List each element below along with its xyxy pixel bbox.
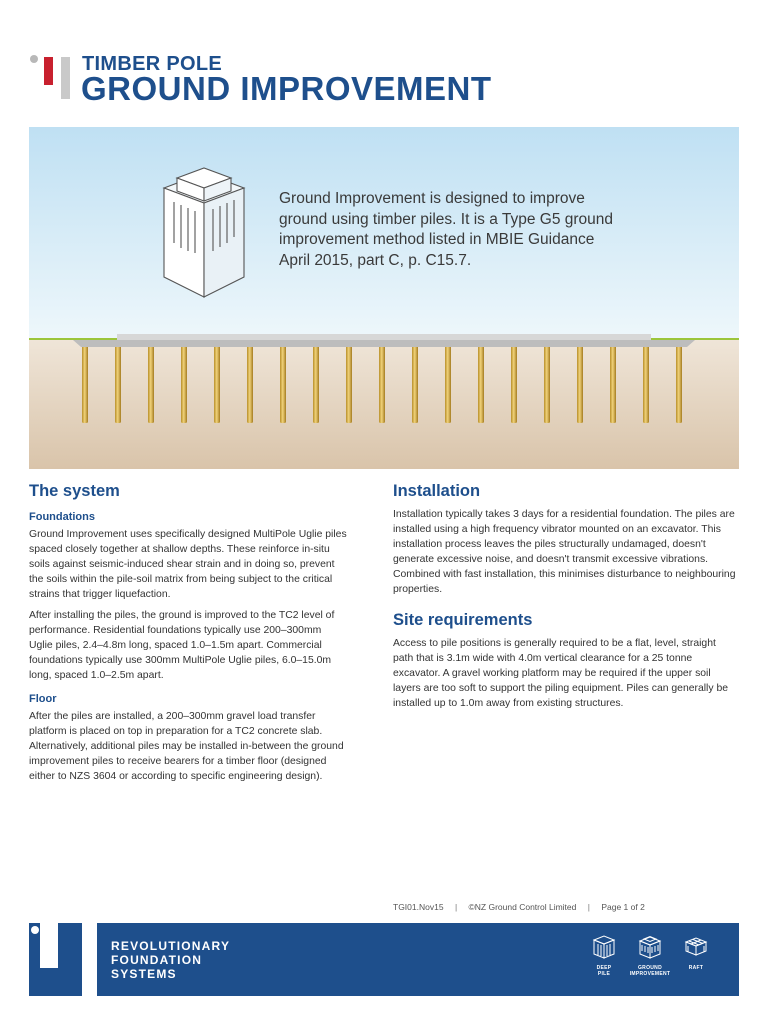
concrete-slab-top	[117, 334, 651, 340]
installation-heading: Installation	[393, 482, 481, 500]
timber-pile	[346, 345, 352, 423]
installation-section	[393, 482, 738, 717]
system-section	[29, 482, 347, 790]
ground-improvement-item	[625, 933, 675, 977]
system-heading: The system	[29, 482, 120, 500]
document-code: TGI01.Nov15	[393, 902, 444, 912]
timber-pile	[82, 345, 88, 423]
timber-pile	[577, 345, 583, 423]
hero-intro-text: Ground Improvement is designed to improve ground using timber piles. It is a Type G5 ground improvement method listed in MBIE Guidance April 2015, part C, p. C15.7.	[279, 190, 614, 269]
document-meta	[393, 902, 645, 912]
page-subtitle: TIMBER POLE	[82, 53, 222, 75]
timber-pile	[214, 345, 220, 423]
hero-scene	[29, 127, 739, 469]
system-label: RAFT	[688, 965, 704, 971]
footer-logo-mark	[29, 923, 82, 996]
deep-pile-icon	[591, 933, 617, 961]
deep-pile-item	[579, 933, 629, 977]
timber-pile	[610, 345, 616, 423]
brand-logo-mark	[30, 55, 70, 100]
system-label: PILE	[597, 971, 611, 977]
foundations-paragraph-2: After installing the piles, the ground is improved to the TC2 level of performance. Residential foundations typically use 200–300mm Uglie piles, 2.4–4.8m long, spaced 1.0–1.5m apart. Commercial foundations typically use 300mm MultiPole Uglie piles, 6.0–15.0m long, spaced 1.0–2.5m apart.	[29, 610, 335, 681]
site-requirements-heading: Site requirements	[393, 611, 533, 629]
footer-logo-dot	[31, 926, 39, 934]
hero-illustration	[29, 127, 739, 469]
timber-pile	[313, 345, 319, 423]
ground-improvement-block-icon	[164, 168, 244, 297]
timber-pile	[181, 345, 187, 423]
foundations-paragraph-1: Ground Improvement uses specifically designed MultiPole Uglie piles spaced closely together at shallow depths. These reinforce in-situ soils against seismic-induced shear strain and in doing so, prevent the soils within the pile-soil matrix from being subject to the critical strains that trigger liquefaction.	[29, 529, 347, 600]
page-title: GROUND IMPROVEMENT	[81, 70, 492, 107]
footer-band	[97, 923, 739, 996]
timber-pile	[511, 345, 517, 423]
footer-logo-notch	[40, 923, 58, 968]
tagline-line: REVOLUTIONARY	[111, 939, 231, 953]
timber-pile	[115, 345, 121, 423]
footer-tagline	[111, 939, 230, 981]
timber-pile	[544, 345, 550, 423]
timber-pile	[643, 345, 649, 423]
floor-paragraph: After the piles are installed, a 200–300mm gravel load transfer platform is placed on top in preparation for a TC2 concrete slab. Alternatively, additional piles may be installed in-between the ground improvement piles to receive bearers for a timber floor (designed either to NZS 3604 or according to specific engineering design).	[29, 711, 344, 782]
raft-item	[671, 933, 721, 971]
meta-separator: |	[587, 902, 590, 912]
system-label: DEEP	[596, 965, 612, 971]
logo-red-bar	[44, 57, 53, 85]
site-requirements-paragraph: Access to pile positions is generally required to be a flat, level, straight path that is 3.1m wide with 4.0m vertical clearance for a 25 tonne excavator. A gravel working platform may be required if the upper soil layers are too soft to support the piling equipment. Piles can generally be installed up to 1.0m away from existing structures.	[393, 638, 729, 709]
logo-grey-bar	[61, 57, 70, 99]
raft-icon	[683, 933, 709, 961]
floor-heading: Floor	[29, 693, 57, 705]
timber-pile	[148, 345, 154, 423]
meta-separator: |	[454, 902, 458, 912]
timber-pile	[379, 345, 385, 423]
timber-pile	[445, 345, 451, 423]
foundations-heading: Foundations	[29, 511, 95, 523]
tagline-line: SYSTEMS	[111, 967, 177, 981]
timber-pile	[280, 345, 286, 423]
ground-improvement-icon	[637, 933, 663, 961]
timber-pile	[412, 345, 418, 423]
timber-pile	[676, 345, 682, 423]
timber-pile	[478, 345, 484, 423]
logo-dot	[30, 55, 38, 63]
copyright: ©NZ Ground Control Limited	[468, 902, 577, 912]
concrete-slab-base	[73, 340, 695, 347]
foundation-system-icons	[579, 933, 729, 993]
installation-paragraph: Installation typically takes 3 days for a residential foundation. The piles are installed using a high frequency vibrator mounted on an excavator. This installation process leaves the piles structurally undamaged, doesn't generate excessive noise, and doesn't transmit excessive vibrations. Combined with fast installation, this minimises disturbance to neighbouring properties.	[393, 509, 736, 595]
tagline-line: FOUNDATION	[111, 953, 203, 967]
timber-pile	[247, 345, 253, 423]
system-label: GROUND	[637, 965, 663, 971]
system-label: IMPROVEMENT	[629, 971, 671, 977]
page-number: Page 1 of 2	[601, 902, 645, 912]
